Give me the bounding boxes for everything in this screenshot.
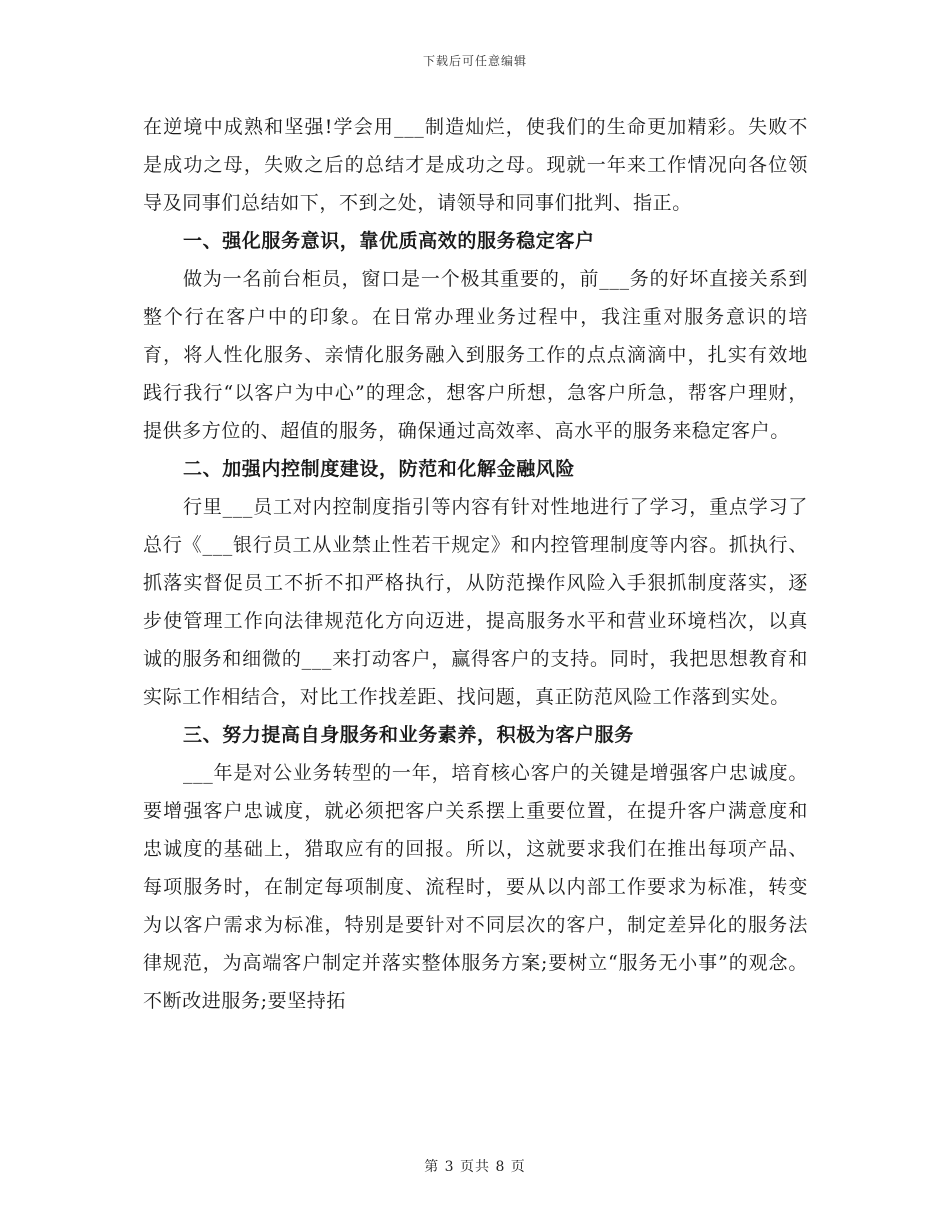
paragraph-intro: 在逆境中成熟和坚强!学会用___制造灿烂，使我们的生命更加精彩。失败不是成功之母，失败之后的总结才是成功之母。现就一年来工作情况向各位领导及同事们总结如下，不到之处，请领导和同事们批判、指正。 [143,116,808,214]
section-heading-3: 三、努力提高自身服务和业务素养，积极为客户服务 [183,724,634,746]
paragraph-customer-loyalty: ___年是对公业务转型的一年，培育核心客户的关键是增强客户忠诚度。要增强客户忠诚度，就必须把客户关系摆上重要位置，在提升客户满意度和忠诚度的基础上，猎取应有的回报。所以，这就要求我们在推出每项产品、每项服务时，在制定每项制度、流程时，要从以内部工作要求为标准，转变为以客户需求为标准，特别是要针对不同层次的客户，制定差异化的服务法律规范，为高端客户制定并落实整体服务方案;要树立“服务无小事”的观念。不断改进服务;要坚持拓 [143,762,808,1012]
section-heading-2: 二、加强内控制度建设，防范和化解金融风险 [183,458,576,480]
paragraph-service: 做为一名前台柜员，窗口是一个极其重要的，前___务的好坏直接关系到整个行在客户中的印象。在日常办理业务过程中，我注重对服务意识的培育，将人性化服务、亲情化服务融入到服务工作的点点滴滴中，扎实有效地践行我行“以客户为中心”的理念，想客户所想，急客户所急，帮客户理财，提供多方位的、超值的服务，确保通过高效率、高水平的服务来稳定客户。 [143,268,808,442]
running-header: 下载后可任意编辑 [422,54,527,68]
section-heading-1: 一、强化服务意识，靠优质高效的服务稳定客户 [183,230,595,252]
page-number-footer: 第 3 页共 8 页 [424,1159,526,1175]
paragraph-internal-control: 行里___员工对内控制度指引等内容有针对性地进行了学习，重点学习了总行《___银行员工从业禁止性若干规定》和内控管理制度等内容。抓执行、抓落实督促员工不折不扣严格执行，从防范操作风险入手狠抓制度落实，逐步使管理工作向法律规范化方向迈进，提高服务水平和营业环境档次，以真诚的服务和细微的___来打动客户，赢得客户的支持。同时，我把思想教育和实际工作相结合，对比工作找差距、找问题，真正防范风险工作落到实处。 [143,496,808,708]
document-body [143,108,808,1020]
